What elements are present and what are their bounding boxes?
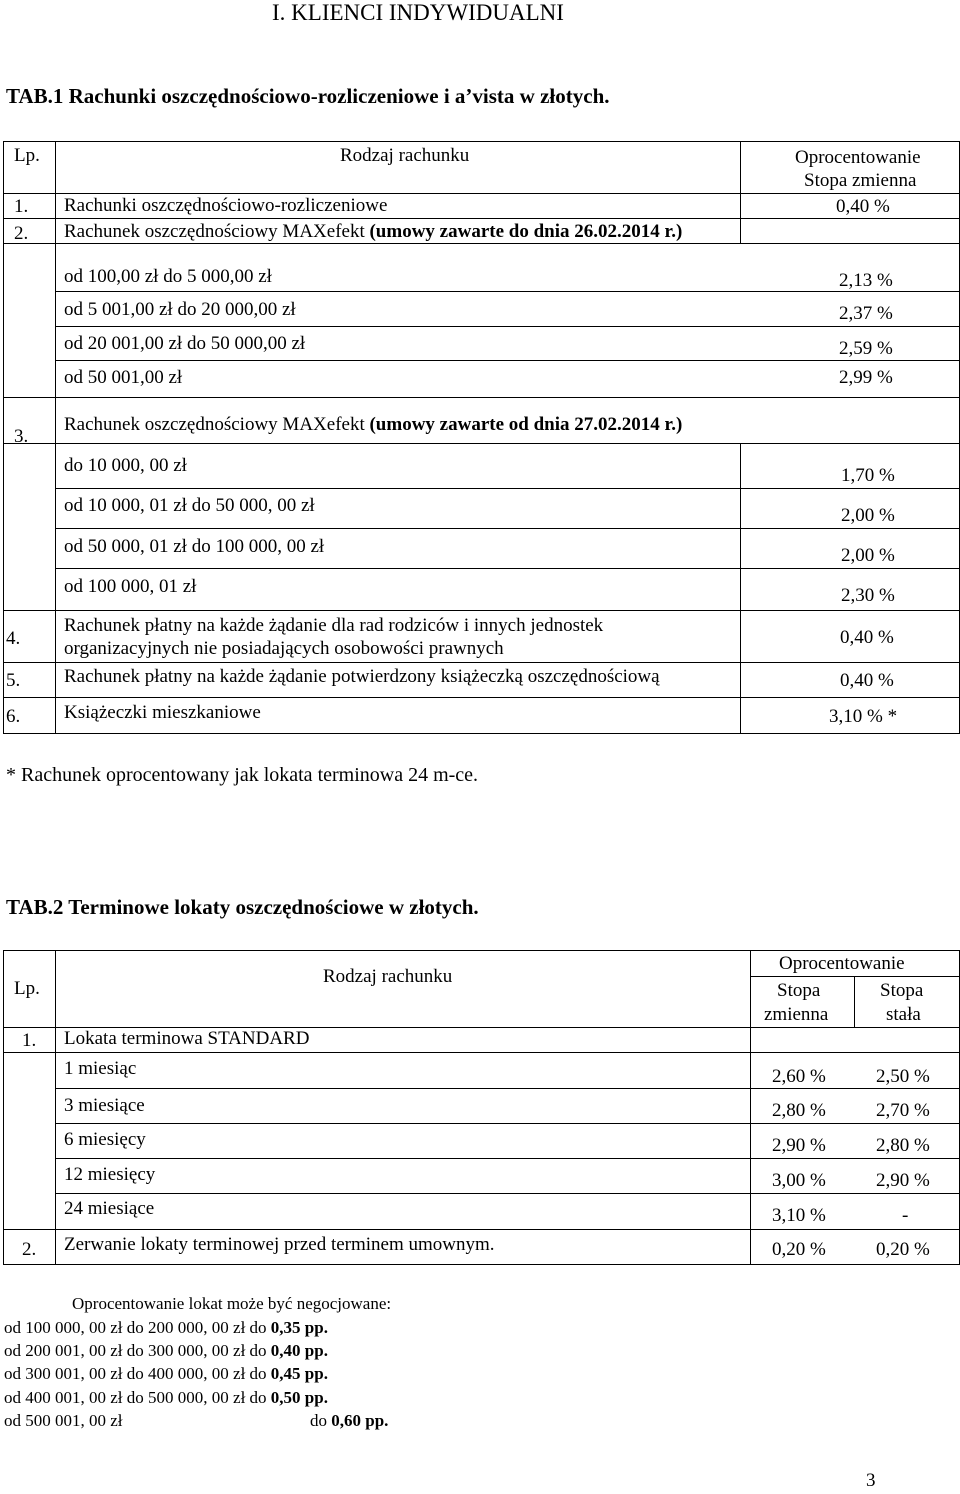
row-number: 2. xyxy=(14,223,29,244)
rate-fixed: 2,80 % xyxy=(876,1135,930,1156)
negotiation-line xyxy=(4,1364,328,1384)
row-number: 1. xyxy=(14,196,29,217)
tier-label: do 10 000, 00 zł xyxy=(64,455,187,476)
rate-fixed: 0,20 % xyxy=(876,1239,930,1260)
account-label-text: Rachunek oszczędnościowy MAXefekt xyxy=(64,221,370,242)
period-label: 6 miesięcy xyxy=(64,1129,146,1150)
negotiation-range: od 300 001, 00 zł do 400 000, 00 zł do xyxy=(4,1364,271,1383)
rate-variable: 2,60 % xyxy=(772,1066,826,1087)
negotiation-line-end xyxy=(310,1411,388,1431)
negotiation-margin: 0,60 pp. xyxy=(331,1411,389,1430)
rate-value: 0,40 % xyxy=(840,670,894,691)
account-label-line2: organizacyjnych nie posiadających osobowości prawnych xyxy=(64,638,504,659)
tab1-col-oprocentowanie: Oprocentowanie xyxy=(795,147,921,168)
negotiation-range: od 500 001, 00 zł xyxy=(4,1411,123,1430)
rate-value: 2,99 % xyxy=(839,367,893,388)
account-label: Rachunek płatny na każde żądanie potwierdzony książeczką oszczędnościową xyxy=(64,666,660,687)
account-label xyxy=(64,221,682,243)
row-number: 2. xyxy=(22,1239,37,1260)
tier-label: od 50 001,00 zł xyxy=(64,367,183,388)
period-label: 1 miesiąc xyxy=(64,1058,137,1079)
tab2-col-rodzaj: Rodzaj rachunku xyxy=(323,966,453,987)
rate-value: 3,10 % * xyxy=(829,706,898,727)
rate-value: 2,00 % xyxy=(841,505,895,526)
rate-value: 0,40 % xyxy=(840,627,894,648)
tab1-title: TAB.1 Rachunki oszczędnościowo-rozliczeniowe i a’vista w złotych. xyxy=(6,84,610,108)
period-label: 24 miesiące xyxy=(64,1198,155,1219)
negotiation-line xyxy=(4,1341,328,1361)
rate-value: 2,13 % xyxy=(839,270,893,291)
deposit-label: Lokata terminowa STANDARD xyxy=(64,1028,310,1049)
rate-value: 0,40 % xyxy=(836,196,890,217)
section-heading: I. KLIENCI INDYWIDUALNI xyxy=(272,0,564,25)
account-label: Książeczki mieszkaniowe xyxy=(64,702,261,723)
negotiation-margin: 0,50 pp. xyxy=(270,1388,328,1407)
rate-variable: 2,80 % xyxy=(772,1100,826,1121)
rate-value: 2,37 % xyxy=(839,303,893,324)
account-label-dates: (umowy zawarte do dnia 26.02.2014 r.) xyxy=(369,221,683,242)
rate-variable: 0,20 % xyxy=(772,1239,826,1260)
negotiation-line xyxy=(4,1388,328,1408)
negotiation-range: od 400 001, 00 zł do 500 000, 00 zł do xyxy=(4,1388,271,1407)
tier-label: od 20 001,00 zł do 50 000,00 zł xyxy=(64,333,306,354)
rate-variable: 3,00 % xyxy=(772,1170,826,1191)
rate-value: 2,30 % xyxy=(841,585,895,606)
tab1-col-rodzaj: Rodzaj rachunku xyxy=(340,145,470,166)
account-label: Rachunek płatny na każde żądanie dla rad rodziców i innych jednostek xyxy=(64,615,604,636)
row-number: 3. xyxy=(14,426,29,447)
rate-value: 2,59 % xyxy=(839,338,893,359)
negotiation-margin: 0,35 pp. xyxy=(270,1318,328,1337)
page-number: 3 xyxy=(866,1470,876,1491)
account-label: Rachunki oszczędnościowo-rozliczeniowe xyxy=(64,195,388,216)
period-label: 12 miesięcy xyxy=(64,1164,156,1185)
period-label: 3 miesiące xyxy=(64,1095,145,1116)
deposit-label: Zerwanie lokaty terminowej przed terminem umownym. xyxy=(64,1234,495,1255)
tab2-title: TAB.2 Terminowe lokaty oszczędnościowe w złotych. xyxy=(6,895,479,919)
tab1-footnote: * Rachunek oprocentowany jak lokata terminowa 24 m-ce. xyxy=(6,764,479,786)
tab2-col-stopa-zmienna-1: Stopa xyxy=(777,980,821,1001)
account-label xyxy=(64,414,682,436)
negotiation-line xyxy=(4,1318,328,1338)
rate-variable: 2,90 % xyxy=(772,1135,826,1156)
tier-label: od 100,00 zł do 5 000,00 zł xyxy=(64,266,272,287)
tier-label: od 50 000, 01 zł do 100 000, 00 zł xyxy=(64,536,325,557)
tab2-col-stopa-stala-2: stała xyxy=(886,1004,921,1025)
account-label-dates: (umowy zawarte od dnia 27.02.2014 r.) xyxy=(369,414,683,435)
tab1-col-lp: Lp. xyxy=(14,145,40,166)
tab2-col-lp: Lp. xyxy=(14,978,40,999)
row-number: 6. xyxy=(6,706,21,727)
negotiation-margin: 0,40 pp. xyxy=(270,1341,328,1360)
rate-fixed: 2,90 % xyxy=(876,1170,930,1191)
row-number: 1. xyxy=(22,1030,37,1051)
tier-label: od 100 000, 01 zł xyxy=(64,576,197,597)
negotiation-title: Oprocentowanie lokat może być negocjowane: xyxy=(72,1294,392,1313)
tier-label: od 5 001,00 zł do 20 000,00 zł xyxy=(64,299,296,320)
negotiation-range: od 200 001, 00 zł do 300 000, 00 zł do xyxy=(4,1341,271,1360)
rate-fixed: 2,50 % xyxy=(876,1066,930,1087)
row-number: 5. xyxy=(6,670,21,691)
tab2-col-stopa-zmienna-2: zmienna xyxy=(764,1004,829,1025)
tab2-col-oprocentowanie: Oprocentowanie xyxy=(779,953,905,974)
rate-value: 2,00 % xyxy=(841,545,895,566)
negotiation-to: do xyxy=(310,1411,332,1430)
negotiation-range: od 100 000, 00 zł do 200 000, 00 zł do xyxy=(4,1318,271,1337)
rate-value: 1,70 % xyxy=(841,465,895,486)
account-label-text: Rachunek oszczędnościowy MAXefekt xyxy=(64,414,370,435)
rate-fixed: 2,70 % xyxy=(876,1100,930,1121)
row-number: 4. xyxy=(6,628,21,649)
negotiation-line xyxy=(4,1411,123,1431)
rate-variable: 3,10 % xyxy=(772,1205,826,1226)
rate-fixed: - xyxy=(902,1205,909,1226)
tier-label: od 10 000, 01 zł do 50 000, 00 zł xyxy=(64,495,315,516)
negotiation-margin: 0,45 pp. xyxy=(270,1364,328,1383)
tab1-col-stopa-zmienna: Stopa zmienna xyxy=(804,170,917,191)
tab2-col-stopa-stala-1: Stopa xyxy=(880,980,924,1001)
